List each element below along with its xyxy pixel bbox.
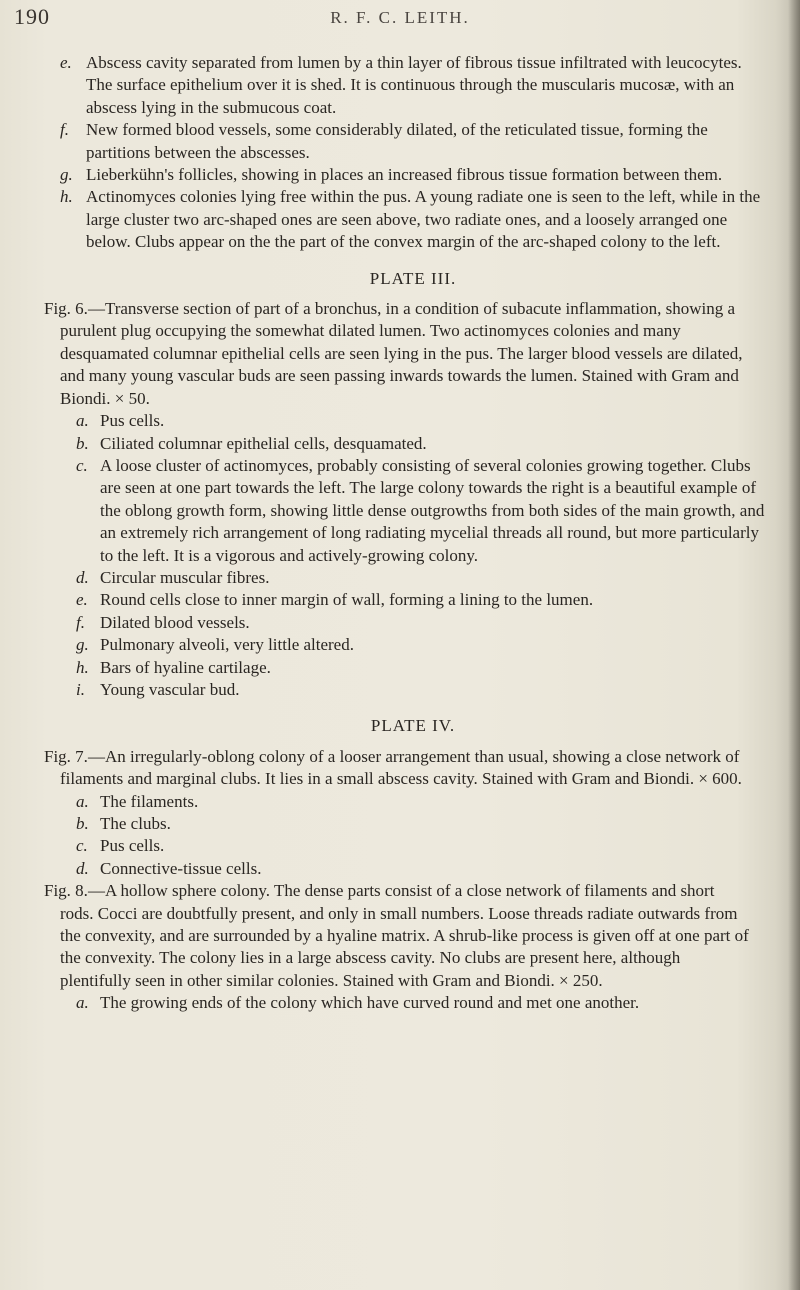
legend-letter: b. bbox=[76, 433, 89, 453]
plate-2-legend-continued bbox=[60, 52, 766, 254]
legend-item bbox=[60, 835, 766, 857]
legend-letter: e. bbox=[60, 53, 72, 72]
fig-8-label: Fig. 8. bbox=[44, 881, 88, 901]
legend-letter: a. bbox=[76, 993, 89, 1013]
legend-text: A loose cluster of actinomyces, probably consisting of several colonies growing together. Clubs are seen at one part towards the left. The large colony towards the right is a beautiful example of the oblong growth form, showing little dense outgrowths from both sides of the main growth, and an extremely rich arrangement of long radiating mycelial threads all round, but more particularly to the left. It is a vigorous and actively-growing colony. bbox=[100, 455, 765, 565]
fig-6-label: Fig. 6. bbox=[44, 299, 88, 319]
legend-text: Dilated blood vessels. bbox=[100, 612, 250, 632]
legend-letter: c. bbox=[76, 836, 88, 856]
legend-item bbox=[60, 679, 766, 701]
legend-item bbox=[60, 634, 766, 656]
legend-text: Pus cells. bbox=[100, 836, 165, 856]
legend-item bbox=[60, 455, 766, 567]
legend-letter: e. bbox=[76, 590, 88, 610]
legend-text: Pus cells. bbox=[100, 411, 165, 431]
legend-letter: g. bbox=[76, 635, 89, 655]
legend-letter: i. bbox=[76, 679, 85, 699]
legend-letter: g. bbox=[60, 165, 73, 185]
fig-7-label: Fig. 7. bbox=[44, 746, 88, 766]
fig-7-text: —An irregularly-oblong colony of a looser arrangement than usual, showing a close network of filaments and marginal clubs. It lies in a small abscess cavity. Stained with Gram and Biondi. × 600. bbox=[60, 746, 742, 789]
legend-item bbox=[60, 410, 766, 432]
legend-item bbox=[60, 52, 766, 119]
fig-6-caption bbox=[44, 298, 750, 410]
legend-text: Round cells close to inner margin of wall, forming a lining to the lumen. bbox=[100, 590, 594, 610]
legend-letter: h. bbox=[76, 657, 89, 677]
page-content bbox=[44, 52, 766, 1015]
fig-7-legend bbox=[60, 791, 766, 881]
legend-text: Ciliated columnar epithelial cells, desquamated. bbox=[100, 433, 427, 453]
legend-item bbox=[60, 186, 766, 253]
legend-item bbox=[60, 567, 766, 589]
fig-8-legend bbox=[60, 992, 766, 1014]
legend-item bbox=[60, 433, 766, 455]
fig-6-text: —Transverse section of part of a bronchus, in a condition of subacute inflammation, showing a purulent plug occupying the somewhat dilated lumen. Two actinomyces colonies and many desquamated columnar epithelial cells are seen lying in the pus. The larger blood vessels are dilated, and many young vascular buds are seen passing inwards towards the lumen. Stained with Gram and Biondi. × 50. bbox=[60, 299, 743, 408]
legend-text: The clubs. bbox=[100, 814, 171, 833]
legend-letter: a. bbox=[76, 411, 89, 431]
legend-item bbox=[60, 791, 766, 813]
page-edge-shadow bbox=[788, 0, 800, 1290]
plate-3-heading: PLATE III. bbox=[369, 268, 457, 288]
legend-letter: f. bbox=[76, 612, 85, 632]
legend-letter: f. bbox=[60, 120, 69, 140]
legend-item bbox=[60, 119, 766, 164]
legend-text: Young vascular bud. bbox=[100, 679, 240, 699]
fig-8-caption bbox=[44, 880, 750, 992]
legend-text: Pulmonary alveoli, very little altered. bbox=[100, 635, 354, 655]
legend-letter: a. bbox=[76, 791, 89, 811]
fig-7-caption bbox=[44, 746, 750, 791]
legend-letter: d. bbox=[76, 858, 89, 878]
legend-item bbox=[60, 164, 766, 186]
legend-item bbox=[60, 858, 766, 880]
legend-text: New formed blood vessels, some considerably dilated, of the reticulated tissue, forming the partitions between the abscesses. bbox=[86, 120, 708, 162]
legend-item bbox=[60, 657, 766, 679]
legend-text: Bars of hyaline cartilage. bbox=[100, 657, 271, 677]
running-head: R. F. C. LEITH. bbox=[330, 8, 470, 27]
legend-text: Connective-tissue cells. bbox=[100, 858, 262, 878]
legend-text: Abscess cavity separated from lumen by a thin layer of fibrous tissue infiltrated with leucocytes. The surface epithelium over it is shed. It is continuous through the muscularis mucosæ, with an abscess lying in the submucous coat. bbox=[86, 53, 742, 117]
legend-item bbox=[60, 589, 766, 611]
legend-text: The growing ends of the colony which have curved round and met one another. bbox=[100, 993, 640, 1013]
legend-letter: d. bbox=[76, 567, 89, 587]
legend-item bbox=[60, 813, 766, 835]
legend-text: The filaments. bbox=[100, 791, 199, 811]
legend-letter: c. bbox=[76, 455, 88, 475]
fig-6-legend bbox=[60, 410, 766, 701]
fig-8-text: —A hollow sphere colony. The dense parts consist of a close network of filaments and short rods. Cocci are doubtfully present, and only in small numbers. Loose threads radiate outwards from the convexity, and are surrounded by a hyaline matrix. A shrub-like process is given off at one part of the convexity. The colony lies in a large abscess cavity. No clubs are present here, although plentifully seen in other similar colonies. Stained with Gram and Biondi. × 250. bbox=[60, 881, 749, 990]
legend-text: Circular muscular fibres. bbox=[100, 567, 270, 587]
legend-text: Actinomyces colonies lying free within the pus. A young radiate one is seen to the left, while in the large cluster two arc-shaped ones are seen above, two radiate ones, and a loosely arranged one below. Clubs appear on the the part of the convex margin of the arc-shaped colony to the left. bbox=[86, 187, 761, 252]
legend-item bbox=[60, 992, 766, 1014]
legend-text: Lieberkühn's follicles, showing in places an increased fibrous tissue formation between them. bbox=[86, 165, 723, 185]
legend-letter: h. bbox=[60, 187, 73, 207]
legend-item bbox=[60, 612, 766, 634]
plate-4-heading: PLATE IV. bbox=[370, 716, 456, 736]
page-number: 190 bbox=[14, 4, 50, 29]
legend-letter: b. bbox=[76, 814, 89, 833]
